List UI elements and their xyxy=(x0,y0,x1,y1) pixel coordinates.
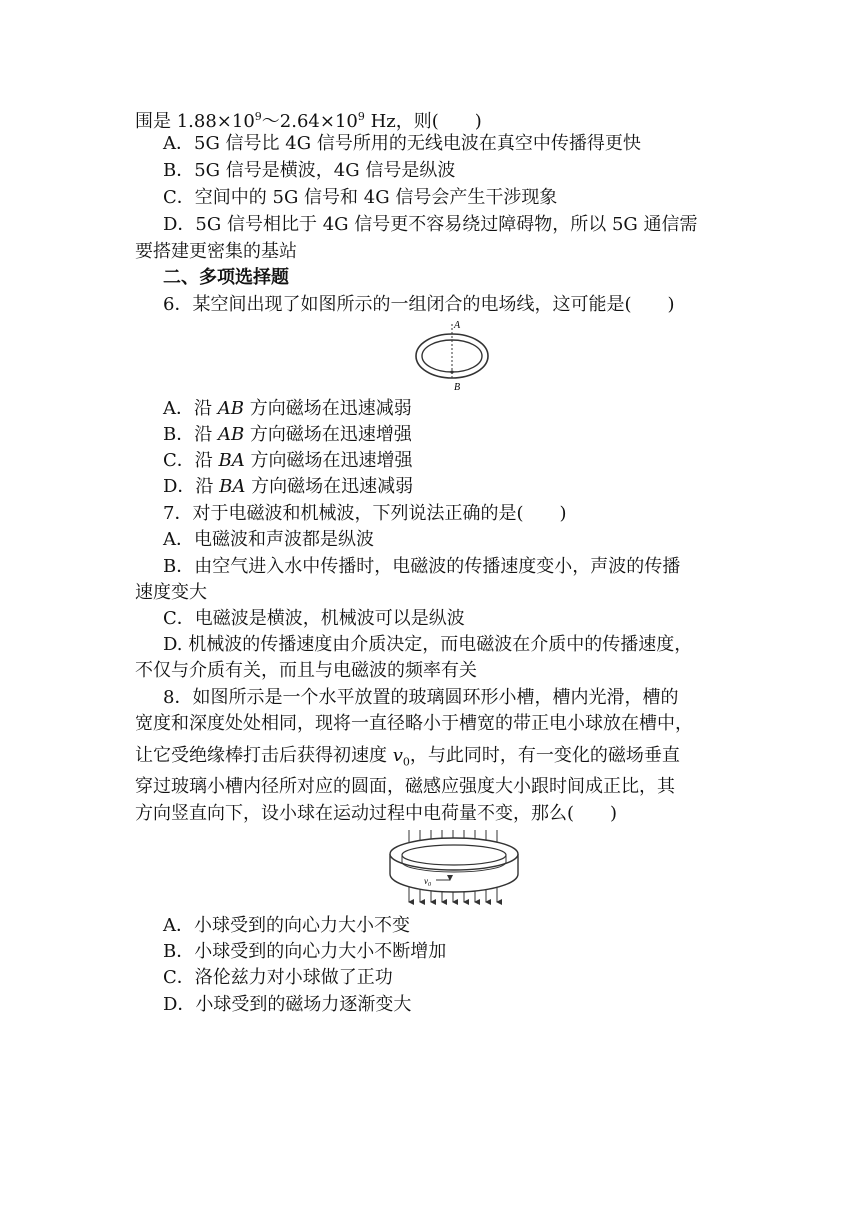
q7-option-b-cont: 速度变大 xyxy=(135,582,207,603)
q5-option-c: C．空间中的 5G 信号和 4G 信号会产生干涉现象 xyxy=(163,187,558,208)
q7-stem: 7．对于电磁波和机械波，下列说法正确的是( ) xyxy=(163,503,567,524)
ring-top-inner xyxy=(402,845,506,865)
q6-option-a: A．沿 AB 方向磁场在迅速减弱 xyxy=(163,398,412,419)
q8-option-c: C．洛伦兹力对小球做了正功 xyxy=(163,967,393,988)
initial-velocity-symbol: v xyxy=(392,745,403,766)
q5-option-d: D．5G 信号相比于 4G 信号更不容易绕过障碍物，所以 5G 通信需 xyxy=(163,214,698,235)
q6-figure-closed-field-lines xyxy=(410,316,494,392)
q8-stem-line1: 8．如图所示是一个水平放置的玻璃圆环形小槽，槽内光滑，槽的 xyxy=(163,687,679,708)
q8-stem-line5: 方向竖直向下，设小球在运动过程中电荷量不变，那么( ) xyxy=(135,803,618,824)
q7-option-d: D. 机械波的传播速度由介质决定，而电磁波在介质中的传播速度， xyxy=(163,634,693,655)
section-title: 二、多项选择题 xyxy=(163,267,289,288)
q8-stem-line4: 穿过玻璃小槽内径所对应的圆面，磁感应强度大小跟时间成正比，其 xyxy=(135,776,675,797)
q6-option-c: C．沿 BA 方向磁场在迅速增强 xyxy=(163,450,413,471)
q5-unit: Hz，则( ) xyxy=(364,111,482,132)
q6-stem: 6．某空间出现了如图所示的一组闭合的电场线，这可能是( ) xyxy=(163,294,675,315)
q8-stem-line2: 宽度和深度处处相同，现将一直径略小于槽宽的带正电小球放在槽中， xyxy=(135,713,693,734)
q7-option-a: A．电磁波和声波都是纵波 xyxy=(163,529,374,550)
q5-range-low: 围是 1.88×10 xyxy=(135,111,255,132)
q7-option-d-cont: 不仅与介质有关，而且与电磁波的频率有关 xyxy=(135,660,477,681)
v0-label: $v_0$ xyxy=(424,876,431,888)
q7-option-b: B．由空气进入水中传播时，电磁波的传播速度变小，声波的传播 xyxy=(163,556,681,577)
q5-exponent-2: 9 xyxy=(357,110,365,123)
q5-option-d-cont: 要搭建更密集的基站 xyxy=(135,241,297,262)
q8-option-a: A．小球受到的向心力大小不变 xyxy=(163,915,410,936)
q6-option-b: B．沿 AB 方向磁场在迅速增强 xyxy=(163,424,412,445)
q8-option-b: B．小球受到的向心力大小不断增加 xyxy=(163,941,447,962)
q6-option-d: D．沿 BA 方向磁场在迅速减弱 xyxy=(163,476,414,497)
point-b xyxy=(450,370,453,373)
q7-option-c: C．电磁波是横波，机械波可以是纵波 xyxy=(163,608,465,629)
label-b: B xyxy=(454,382,461,392)
q5-option-b: B．5G 信号是横波，4G 信号是纵波 xyxy=(163,160,456,181)
q5-exponent-1: 9 xyxy=(254,110,262,123)
q8-figure-glass-ring-groove xyxy=(384,828,524,908)
q5-range-high: ～2.64×10 xyxy=(261,111,358,132)
q8-stem-line3: 让它受绝缘棒打击后获得初速度 $v_0$，与此同时，有一变化的磁场垂直 xyxy=(135,745,680,769)
label-a: A xyxy=(454,320,461,331)
q5-option-a: A．5G 信号比 4G 信号所用的无线电波在真空中传播得更快 xyxy=(163,133,641,154)
q8-option-d: D．小球受到的磁场力逐渐变大 xyxy=(163,994,412,1015)
